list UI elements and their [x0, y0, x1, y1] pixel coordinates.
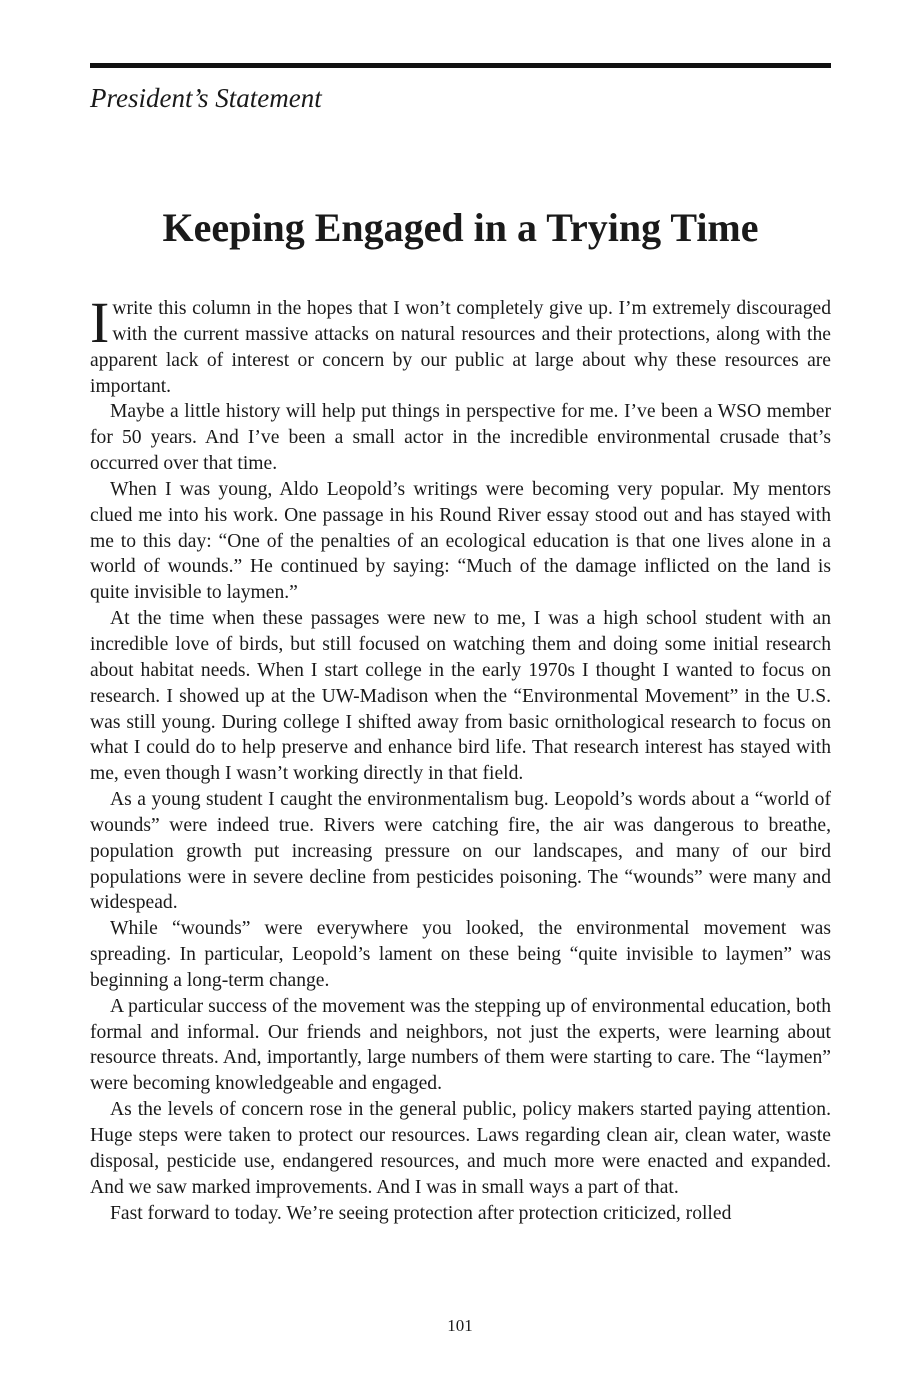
paragraph-9: Fast forward to today. We’re seeing protection after protection criticized, rolled: [110, 1202, 732, 1224]
top-rule: [90, 63, 831, 68]
paragraph-3: When I was young, Aldo Leopold’s writings were becoming very popular. My mentors clued me into his work. One passage in his Round River essay stood out and has stayed with me to this day: “One of the penalties of an ecological education is that one lives alone in a world of wounds.” He continued by saying: “Much of the damage inflicted on the land is quite invisible to laymen.”: [90, 478, 831, 604]
article-body: [90, 290, 831, 1226]
paragraph-4: At the time when these passages were new to me, I was a high school student with an incredible love of birds, but still focused on watching them and doing some initial research about habitat needs. When I start college in the early 1970s I thought I wanted to focus on research. I showed up at the UW-Madison when the “Environmental Movement” in the U.S. was still young. During college I shifted away from basic ornithological research to focus on what I could do to help preserve and enhance bird life. That research interest has stayed with me, even though I wasn’t working directly in that field.: [90, 608, 831, 785]
paragraph-6: While “wounds” were everywhere you looked, the environmental movement was spreading. In particular, Leopold’s lament on these being “quite invisible to laymen” was beginning a long-term change.: [90, 918, 831, 991]
paragraph-1: [90, 290, 831, 399]
page-number: 101: [447, 1316, 473, 1335]
drop-cap: I: [90, 290, 110, 355]
paragraph-2: Maybe a little history will help put things in perspective for me. I’ve been a WSO member for 50 years. And I’ve been a small actor in the incredible environmental crusade that’s occurred over that time.: [90, 401, 831, 475]
paragraph-7: A particular success of the movement was the stepping up of environmental education, both formal and informal. Our friends and neighbors, not just the experts, were learning about resource threats. And, importantly, large numbers of them were starting to care. The “laymen” were becoming knowledgeable and engaged.: [90, 995, 831, 1095]
paragraph-1-text: write this column in the hopes that I won’t completely give up. I’m extremely discouraged with the current massive attacks on natural resources and their protections, along with the apparent lack of interest or concern by our public at large about why these resources are important.: [90, 298, 831, 397]
paragraph-5: As a young student I caught the environmentalism bug. Leopold’s words about a “world of wounds” were indeed true. Rivers were catching fire, the air was dangerous to breathe, population growth put increasing pressure on our landscapes, and many of our bird populations were in severe decline from pesticides poisoning. The “wounds” were many and widespead.: [90, 789, 831, 914]
section-label: President’s Statement: [90, 83, 322, 113]
article-title: Keeping Engaged in a Trying Time: [162, 205, 759, 250]
paragraph-8: As the levels of concern rose in the general public, policy makers started paying attention. Huge steps were taken to protect our resources. Laws regarding clean air, clean water, waste disposal, pesticide use, endangered resources, and much more were enacted and expanded. And we saw marked improvements. And I was in small ways a part of that.: [90, 1099, 831, 1198]
